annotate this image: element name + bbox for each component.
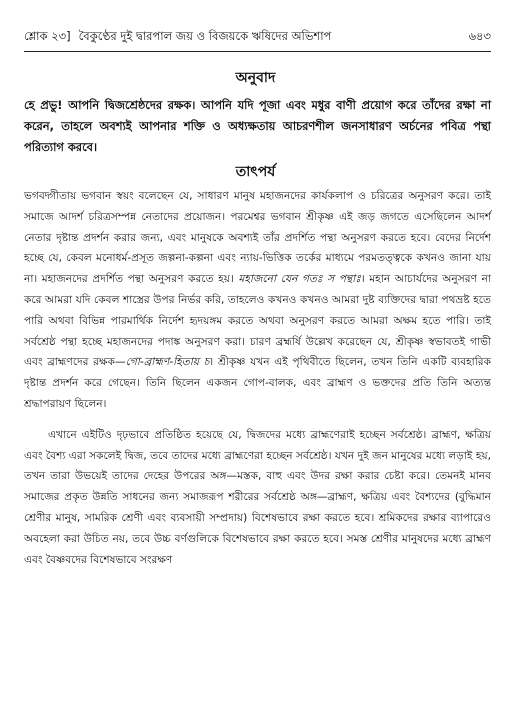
purport-body bbox=[24, 186, 491, 570]
purport-paragraph-1 bbox=[24, 186, 491, 415]
purport-paragraph-2: এখানে এইটিও দৃঢ়ভাবে প্রতিষ্ঠিত হয়েছে যে, দ্বিজদের মধ্যে ব্রাহ্মণেরাই হচ্ছেন সর্বশ্রেষ্ঠ। ব্রাহ্মণ, ক্ষত্রিয় এবং বৈশ্য এরা সকলেই দ্বিজ, তবে তাদের মধ্যে ব্রাহ্মণেরা হচ্ছেন সর্বশ্রেষ্ঠ। যখন দুই জন মানুষের মধ্যে লড়াই হয়, তখন তারা উভয়েই তাদের দেহের উপরের অঙ্গ—মস্তক, বাহু এবং উদর রক্ষা করার চেষ্টা করে। তেমনই মানব সমাজের প্রকৃত উন্নতি সাধনের জন্য সমাজরূপ শরীরের সর্বশ্রেষ্ঠ অঙ্গ—ব্রাহ্মণ, ক্ষত্রিয় এবং বৈশ্যদের (বুদ্ধিমান শ্রেণীর মানুষ, সামরিক শ্রেণী এবং ব্যবসায়ী সম্প্রদায়) বিশেষভাবে রক্ষা করতে হবে। শ্রমিকদের রক্ষার ব্যাপারেও অবহেলা করা উচিত নয়, তবে উচ্চ বর্ণগুলিকে বিশেষভাবে রক্ষা করতে হবে। সমস্ত শ্রেণীর মানুষদের মধ্যে ব্রাহ্মণ এবং বৈষ্ণবদের বিশেষভাবে সংরক্ষণ bbox=[24, 428, 491, 566]
translation-heading: অনুবাদ bbox=[235, 70, 276, 86]
page-number: ৬৪৩ bbox=[468, 29, 491, 43]
purport-text-1a: ভগবদ্গীতায় ভগবান স্বয়ং বলেছেন যে, সাধারণ মানুষ মহাজনদের কার্যকলাপ ও চরিত্রের অনুসরণ করে। তাই সমাজে আদর্শ চরিত্রসম্পন্ন নেতাদের প্রয়োজন। পরমেশ্বর ভগবান শ্রীকৃষ্ণ এই জড় জগতে এসেছিলেন আদর্শ নেতার দৃষ্টান্ত প্রদর্শন করার জন্য, এবং মানুষকে অবশ্যই তাঁর প্রদর্শিত পন্থা অনুসরণ করতে হবে। বেদের নির্দেশ হচ্ছে যে, কেবল মনোধর্ম-প্রসূত জল্পনা-কল্পনা এবং ন্যায়-ভিত্তিক তর্কের মাধ্যমে পরমতত্ত্বকে কখনও জানা যায় না। মহাজনদের প্রদর্শিত পন্থা অনুসরণ করতে হয়। bbox=[24, 190, 491, 286]
purport-heading: তাৎপর্য bbox=[235, 164, 276, 180]
translation-text bbox=[24, 95, 491, 158]
running-title: বৈকুণ্ঠের দুই দ্বারপাল জয় ও বিজয়কে ঋষিদের অভিশাপ bbox=[78, 29, 332, 43]
running-header bbox=[24, 28, 491, 52]
translation-paragraph: হে প্রভু! আপনি দ্বিজশ্রেষ্ঠদের রক্ষক। আপনি যদি পূজা এবং মধুর বাণী প্রয়োগ করে তাঁদের রক্ষা না করেন, তাহলে অবশ্যই আপনার শক্তি ও অধ্যক্ষতায় আচরণশীল জনসাধারণ অর্চনের পবিত্র পন্থা পরিত্যাগ করবে। bbox=[24, 98, 491, 154]
verse-reference: শ্লোক ২৩] bbox=[24, 29, 71, 43]
purport-text-1c: । শ্রীকৃষ্ণ যখন এই পৃথিবীতে ছিলেন, তখন তিনি একটি ব্যবহারিক দৃষ্টান্ত প্রদর্শন করে গেছেন। তিনি ছিলেন একজন গোপ-বালক, এবং ব্রাহ্মণ ও ভক্তদের প্রতি তিনি অত্যন্ত শ্রদ্ধাপরায়ণ ছিলেন। bbox=[24, 356, 491, 410]
purport-text-1b: । মহান আচার্যদের অনুসরণ না করে আমরা যদি কেবল শাস্ত্রের উপর নির্ভর করি, তাহলেও কখনও কখনও আমরা দুষ্ট ব্যক্তিদের দ্বারা পথভ্রষ্ট হতে পারি অথবা বিভিন্ন পারমার্থিক নির্দেশ হৃদয়ঙ্গম করতে অথবা অনুসরণ করতে আমরা অক্ষম হতে পারি। তাই সর্বশ্রেষ্ঠ পন্থা হচ্ছে মহাজনদের পদাঙ্ক অনুসরণ করা। চারণ ব্রহ্মর্ষি উল্লেখ করেছেন যে, শ্রীকৃষ্ণ স্বভাবতই গাভী এবং ব্রাহ্মণদের রক্ষক— bbox=[24, 273, 491, 369]
quote-mahajano: মহাজনো যেন গতঃ স পন্থাঃ bbox=[238, 273, 361, 286]
quote-go-brahmana: গো-ব্রাহ্মণ-হিতায় চ bbox=[125, 356, 210, 369]
